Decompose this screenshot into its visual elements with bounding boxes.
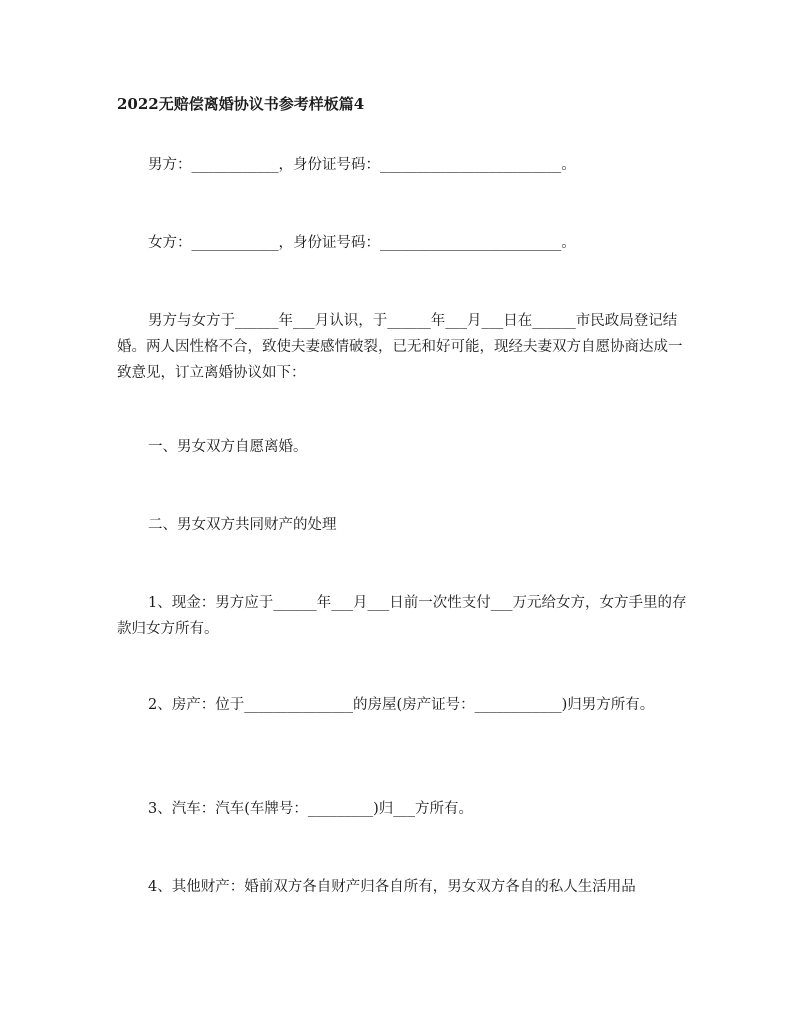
paragraph-clause-2-heading: 二、男女双方共同财产的处理 (148, 517, 337, 533)
paragraph-marriage-background: 男方与女方于______年___月认识，于______年___月___日在______市民政局登记结婚。两人因性格不合，致使夫妻感情破裂，已无和好可能，现经夫妻双方自愿协商达成一致意见，订立离婚协议如下： (117, 313, 683, 381)
paragraph-car: 3、汽车：汽车(车牌号：_________)归___方所有。 (148, 801, 474, 817)
paragraph-male-party: 男方：____________，身份证号码：_________________________。 (148, 157, 576, 173)
paragraph-clause-1: 一、男女双方自愿离婚。 (148, 439, 308, 455)
paragraph-other-property: 4、其他财产：婚前双方各自财产归各自所有，男女双方各自的私人生活用品 (148, 879, 636, 895)
paragraph-real-estate: 2、房产：位于_______________的房屋(房产证号：____________)归男方所有。 (148, 697, 655, 713)
document-title: 2022无赔偿离婚协议书参考样板篇4 (117, 95, 365, 113)
paragraph-female-party: 女方：____________，身份证号码：_________________________。 (148, 235, 576, 251)
paragraph-cash: 1、现金：男方应于______年___月___日前一次性支付___万元给女方，女方手里的存款归女方所有。 (117, 595, 687, 637)
